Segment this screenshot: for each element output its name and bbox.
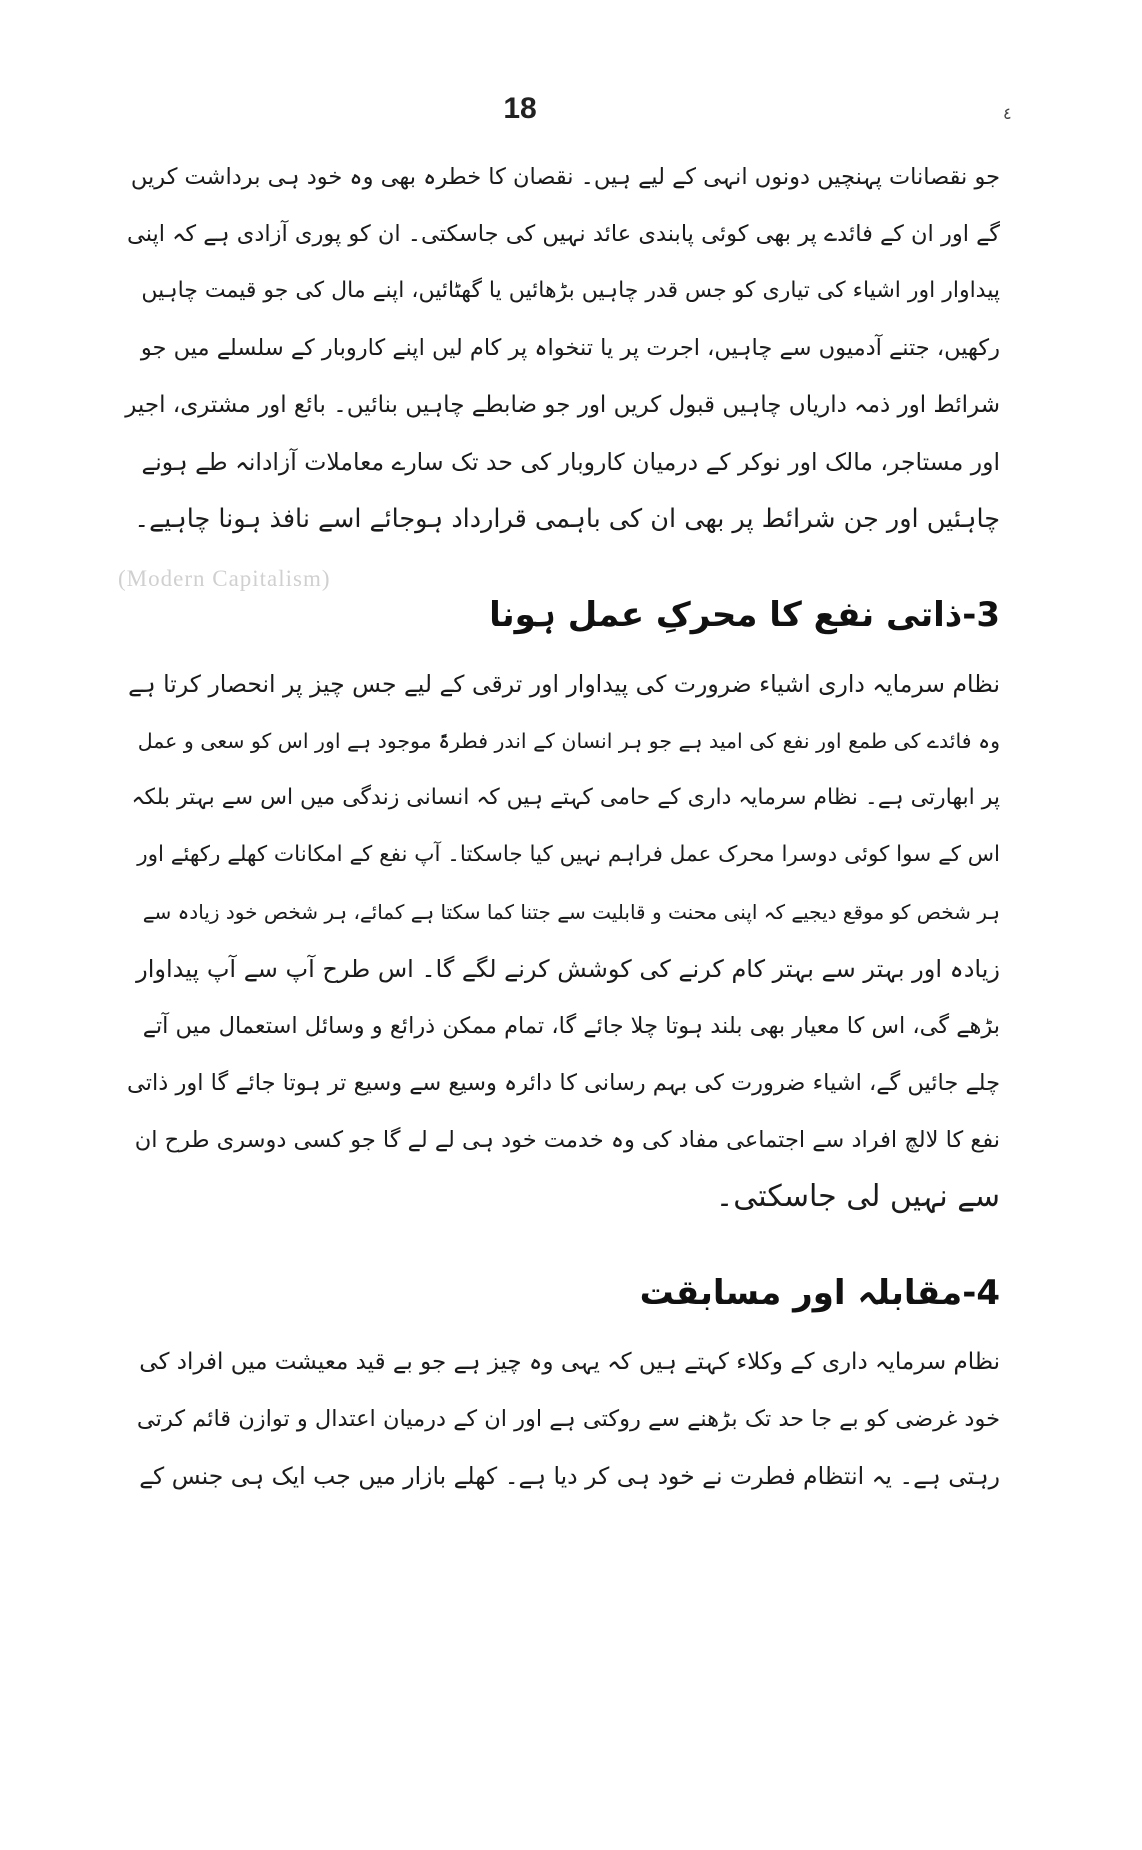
section-heading: 3-ذاتی نفع کا محرکِ عمل ہونا: [489, 595, 1000, 635]
paragraph-line: اس کے سوا کوئی دوسرا محرک عمل فراہم نہیں کیا جاسکتا۔ آپ نفع کے امکانات کھلے رکھئے اور: [137, 842, 1000, 867]
bleed-through-text: (Modern Capitalism): [118, 566, 331, 591]
paragraph-line: نفع کا لالچ افراد سے اجتماعی مفاد کی وہ خدمت خود ہی لے لے گا جو کسی دوسری طرح ان: [134, 1127, 1000, 1153]
paragraph-line: خود غرضی کو بے جا حد تک بڑھنے سے روکتی ہے اور ان کے درمیان اعتدال و توازن قائم کرتی: [136, 1406, 1000, 1432]
paragraph-line: چلے جائیں گے، اشیاء ضرورت کی بہم رسانی کا دائرہ وسیع سے وسیع تر ہوتا جائے گا اور ذاتی: [127, 1070, 1000, 1096]
paragraph-line: رکھیں، جتنے آدمیوں سے چاہیں، اجرت پر یا تنخواہ پر کام لیں اپنے کاروبار کے سلسلے میں جو: [140, 335, 1000, 361]
paragraph-line: رہتی ہے۔ یہ انتظام فطرت نے خود ہی کر دیا ہے۔ کھلے بازار میں جب ایک ہی جنس کے: [139, 1462, 1000, 1490]
paragraph-line: نظام سرمایہ داری اشیاء ضرورت کی پیداوار اور ترقی کے لیے جس چیز پر انحصار کرتا ہے: [128, 670, 1000, 698]
paragraph-line: زیادہ اور بہتر سے بہتر کام کرنے کی کوشش کرنے لگے گا۔ اس طرح آپ سے آپ پیداوار: [136, 955, 1000, 983]
paragraph-line: پر ابھارتی ہے۔ نظام سرمایہ داری کے حامی کہتے ہیں کہ انسانی زندگی میں اس سے بہتر بلکہ: [131, 785, 1000, 810]
paragraph-1: [125, 155, 1000, 555]
paragraph-line: ہر شخص کو موقع دیجیے کہ اپنی محنت و قابلیت سے جتنا کما سکتا ہے کمائے، ہر شخص خود زیادہ سے: [142, 900, 1000, 924]
paragraph-line: پیداوار اور اشیاء کی تیاری کو جس قدر چاہیں بڑھائیں یا گھٹائیں، اپنے مال کی جو قیمت چاہیں: [141, 278, 1000, 303]
paragraph-line: سے نہیں لی جاسکتی۔: [715, 1179, 1000, 1214]
section-3: [125, 590, 1000, 1214]
page-number: 18: [503, 92, 537, 125]
paragraph-line: بڑھے گی، اس کا معیار بھی بلند ہوتا چلا جائے گا، تمام ممکن ذرائع و وسائل استعمال میں آتے: [142, 1013, 1000, 1039]
paragraph-line: اور مستاجر، مالک اور نوکر کے درمیان کاروبار کی حد تک سارے معاملات آزادانہ طے ہونے: [141, 448, 1000, 476]
paragraph-line: وہ فائدے کی طمع اور نفع کی امید ہے جو ہر انسان کے اندر فطرۃً موجود ہے اور اس کو سعی و عمل: [137, 729, 1000, 753]
paragraph-line: گے اور ان کے فائدے پر بھی کوئی پابندی عائد نہیں کی جاسکتی۔ ان کو پوری آزادی ہے کہ اپنی: [126, 221, 1000, 247]
section-4: [125, 1268, 1000, 1508]
paragraph-line: چاہئیں اور جن شرائط پر بھی ان کی باہمی قرارداد ہوجائے اسے نافذ ہونا چاہیے۔: [134, 504, 1000, 534]
corner-mark: ٤: [1003, 104, 1012, 123]
paragraph-line: جو نقصانات پہنچیں دونوں انہی کے لیے ہیں۔ نقصان کا خطرہ بھی وہ خود ہی برداشت کریں: [130, 164, 1000, 190]
paragraph-line: شرائط اور ذمہ داریاں چاہیں قبول کریں اور جو ضابطے چاہیں بنائیں۔ بائع اور مشتری، اجیر: [125, 392, 1000, 418]
section-heading: 4-مقابلہ اور مسابقت: [639, 1273, 1000, 1313]
paragraph-line: نظام سرمایہ داری کے وکلاء کہتے ہیں کہ یہی وہ چیز ہے جو بے قید معیشت میں افراد کی: [139, 1349, 1000, 1375]
